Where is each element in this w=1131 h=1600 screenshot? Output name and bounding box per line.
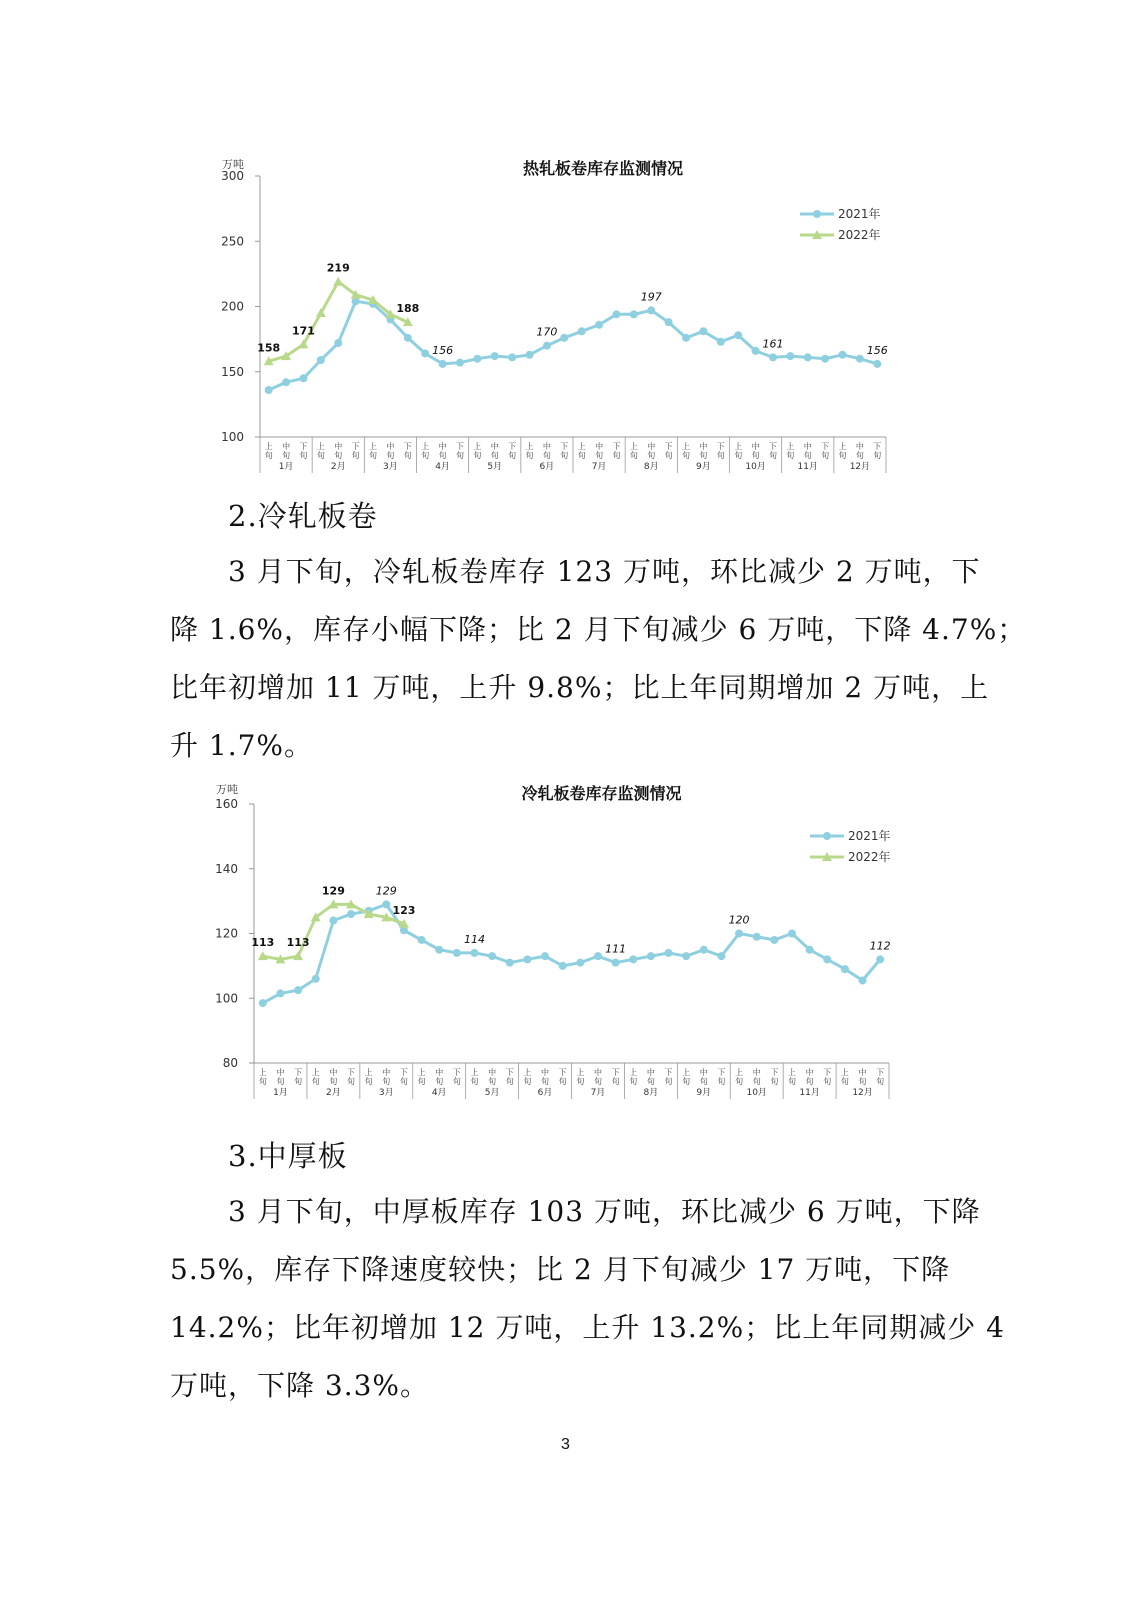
x-sub-label-bottom: 旬 [421,451,430,460]
data-point [647,306,655,314]
series-line-2021 [269,301,878,390]
data-label: 113 [251,936,275,950]
x-sub-label-bottom: 旬 [821,451,830,460]
cold-line-1: 3 月下旬，冷轧板卷库存 123 万吨，环比减少 2 万吨，下 [170,555,981,588]
x-sub-label-top: 下 [611,1068,620,1077]
month-label: 8月 [643,1088,659,1098]
x-sub-label-top: 下 [508,442,517,451]
data-point [317,356,325,364]
data-point [734,331,742,339]
data-point [294,986,302,994]
x-sub-label-top: 上 [735,1068,744,1077]
x-sub-label-bottom: 旬 [664,1077,673,1086]
month-label: 8月 [643,462,659,472]
x-sub-label-bottom: 旬 [717,1077,726,1086]
x-sub-label-bottom: 旬 [735,1077,744,1086]
x-sub-label-bottom: 旬 [646,1077,655,1086]
x-sub-label-bottom: 旬 [276,1077,285,1086]
x-sub-label-bottom: 旬 [560,451,569,460]
x-sub-label-bottom: 旬 [508,451,517,460]
x-sub-label-bottom: 旬 [787,1077,796,1086]
data-point [523,955,531,963]
x-sub-label-bottom: 旬 [751,451,760,460]
x-sub-label-bottom: 旬 [435,1077,444,1086]
data-point [630,310,638,318]
y-tick-label: 140 [215,861,238,876]
x-sub-label-top: 中 [282,442,291,451]
x-sub-label-bottom: 旬 [768,451,777,460]
data-point [491,352,499,360]
month-label: 5月 [487,462,503,472]
y-tick-label: 100 [221,430,244,444]
data-point [333,277,343,286]
x-sub-label-top: 上 [417,1068,426,1077]
data-point [856,355,864,363]
cold-rolled-heading: 2.冷轧板卷 [228,499,378,533]
data-point [541,952,549,960]
x-sub-label-top: 下 [558,1068,567,1077]
month-label: 3月 [378,1088,394,1098]
data-point [382,900,390,908]
x-sub-label-bottom: 旬 [403,451,412,460]
x-sub-label-bottom: 旬 [316,451,325,460]
plate-line-1: 3 月下旬，中厚板库存 103 万吨，环比减少 6 万吨，下降 [170,1195,981,1228]
legend-marker [813,210,821,218]
x-sub-label-top: 中 [803,442,812,451]
x-sub-label-bottom: 旬 [351,451,360,460]
x-sub-label-top: 上 [786,442,795,451]
x-sub-label-top: 上 [525,442,534,451]
x-sub-label-top: 下 [717,1068,726,1077]
month-label: 6月 [537,1088,553,1098]
x-sub-label-bottom: 旬 [473,451,482,460]
x-sub-label-top: 上 [473,442,482,451]
x-sub-label-bottom: 旬 [488,1077,497,1086]
data-label: 129 [375,884,397,898]
data-point [435,946,443,954]
x-sub-label-top: 上 [316,442,325,451]
x-sub-label-top: 下 [876,1068,885,1077]
data-point [665,949,673,957]
x-sub-label-bottom: 旬 [838,451,847,460]
data-label: 170 [536,325,558,339]
medium-plate-heading: 3.中厚板 [228,1139,348,1173]
data-point [752,347,760,355]
month-label: 12月 [849,462,871,472]
data-label: 123 [392,903,416,917]
data-label: 161 [762,337,784,351]
x-sub-label-top: 下 [347,1068,356,1077]
series-line-2022 [263,904,404,959]
data-point [806,946,814,954]
unit-label: 万吨 [216,783,238,796]
legend-marker [823,832,831,840]
data-label: 129 [321,884,345,898]
x-sub-label-top: 中 [595,442,604,451]
x-sub-label-top: 下 [768,442,777,451]
x-sub-label-bottom: 旬 [876,1077,885,1086]
x-sub-label-top: 上 [629,442,638,451]
x-sub-label-bottom: 旬 [282,451,291,460]
x-sub-label-bottom: 旬 [647,451,656,460]
month-label: 5月 [484,1088,500,1098]
x-sub-label-bottom: 旬 [490,451,499,460]
x-sub-label-bottom: 旬 [734,451,743,460]
x-sub-label-top: 上 [523,1068,532,1077]
data-point [470,949,478,957]
x-sub-label-top: 下 [664,442,673,451]
data-label: 113 [286,936,310,950]
x-sub-label-top: 中 [438,442,447,451]
data-point [312,975,320,983]
month-label: 9月 [696,462,711,472]
x-sub-label-bottom: 旬 [786,451,795,460]
plate-line-2: 5.5%，库存下降速度较快；比 2 月下旬减少 17 万吨，下降 [170,1253,951,1286]
x-sub-label-top: 上 [258,1068,267,1077]
x-sub-label-top: 上 [787,1068,796,1077]
x-sub-label-top: 中 [858,1068,867,1077]
x-sub-label-top: 下 [716,442,725,451]
data-point [612,959,620,967]
data-point [595,321,603,329]
x-sub-label-top: 中 [382,1068,391,1077]
data-point [578,327,586,335]
x-sub-label-bottom: 旬 [542,451,551,460]
x-sub-label-bottom: 旬 [629,451,638,460]
x-sub-label-top: 中 [490,442,499,451]
data-point [821,355,829,363]
x-sub-label-top: 中 [276,1068,285,1077]
cold-rolled-chart-svg [0,775,1131,1105]
x-sub-label-top: 下 [299,442,308,451]
medium-plate-paragraph [170,1183,1005,1415]
hot-rolled-chart [0,150,1131,480]
x-sub-label-bottom: 旬 [505,1077,514,1086]
data-point [770,936,778,944]
x-sub-label-bottom: 旬 [770,1077,779,1086]
x-sub-label-bottom: 旬 [840,1077,849,1086]
x-sub-label-top: 上 [629,1068,638,1077]
x-sub-label-top: 中 [646,1068,655,1077]
x-sub-label-top: 上 [264,442,273,451]
data-point [839,351,847,359]
x-sub-label-bottom: 旬 [823,1077,832,1086]
x-sub-label-bottom: 旬 [699,1077,708,1086]
month-label: 7月 [591,462,607,472]
x-sub-label-bottom: 旬 [470,1077,479,1086]
x-sub-label-top: 中 [593,1068,602,1077]
x-sub-label-bottom: 旬 [523,1077,532,1086]
data-label: 197 [640,290,662,304]
cold-rolled-paragraph [170,543,1027,775]
y-tick-label: 120 [215,926,238,941]
x-sub-label-bottom: 旬 [329,1077,338,1086]
x-sub-label-bottom: 旬 [264,451,273,460]
month-label: 2月 [330,462,346,472]
page-number: 3 [561,1436,570,1453]
x-sub-label-top: 下 [455,442,464,451]
x-sub-label-bottom: 旬 [611,1077,620,1086]
x-sub-label-bottom: 旬 [452,1077,461,1086]
data-point [841,965,849,973]
data-point [788,930,796,938]
data-point [543,342,551,350]
x-sub-label-top: 上 [576,1068,585,1077]
data-point [700,946,708,954]
data-label: 188 [396,302,420,316]
data-point [421,349,429,357]
x-sub-label-top: 下 [612,442,621,451]
y-tick-label: 150 [221,364,244,379]
data-point [526,351,534,359]
data-point [473,355,481,363]
x-sub-label-bottom: 旬 [525,451,534,460]
data-point [594,952,602,960]
series-line-2021 [263,904,880,1003]
x-sub-label-top: 上 [682,1068,691,1077]
data-point [876,955,884,963]
data-point [717,952,725,960]
x-sub-label-bottom: 旬 [369,451,378,460]
x-sub-label-top: 中 [329,1068,338,1077]
x-sub-label-bottom: 旬 [382,1077,391,1086]
x-sub-label-top: 上 [369,442,378,451]
data-point [786,352,794,360]
x-sub-label-top: 中 [752,1068,761,1077]
x-sub-label-bottom: 旬 [664,451,673,460]
x-sub-label-bottom: 旬 [399,1077,408,1086]
x-sub-label-bottom: 旬 [311,1077,320,1086]
chart-title: 冷轧板卷库存监测情况 [521,784,682,803]
x-sub-label-top: 上 [734,442,743,451]
x-sub-label-top: 中 [334,442,343,451]
x-sub-label-bottom: 旬 [541,1077,550,1086]
data-point [508,353,516,361]
data-label: 111 [605,942,627,956]
x-sub-label-bottom: 旬 [364,1077,373,1086]
data-point [753,933,761,941]
x-sub-label-bottom: 旬 [299,451,308,460]
x-sub-label-bottom: 旬 [752,1077,761,1086]
data-point [873,360,881,368]
x-sub-label-top: 下 [821,442,830,451]
x-sub-label-bottom: 旬 [612,451,621,460]
data-point [576,959,584,967]
data-point [347,910,355,918]
legend-label: 2021年 [838,207,881,221]
x-sub-label-bottom: 旬 [558,1077,567,1086]
x-sub-label-top: 上 [364,1068,373,1077]
month-label: 7月 [590,1088,606,1098]
y-tick-label: 100 [215,991,238,1006]
x-sub-label-top: 下 [823,1068,832,1077]
x-sub-label-top: 下 [873,442,882,451]
month-label: 2月 [326,1088,341,1098]
data-label: 171 [291,324,315,338]
x-sub-label-top: 下 [560,442,569,451]
x-sub-label-top: 下 [452,1068,461,1077]
month-label: 1月 [278,462,294,472]
x-sub-label-top: 中 [435,1068,444,1077]
data-point [276,989,284,997]
x-sub-label-bottom: 旬 [455,451,464,460]
month-label: 4月 [431,1088,447,1098]
data-label: 112 [869,939,891,953]
x-sub-label-top: 中 [699,442,708,451]
x-sub-label-top: 下 [403,442,412,451]
x-sub-label-bottom: 旬 [855,451,864,460]
y-tick-label: 200 [221,299,244,314]
x-sub-label-bottom: 旬 [417,1077,426,1086]
y-tick-label: 250 [221,234,244,249]
month-label: 10月 [746,1088,767,1098]
cold-rolled-chart [0,775,1131,1105]
cold-line-3: 比年初增加 11 万吨，上升 9.8%；比上年同期增加 2 万吨，上 [170,671,990,704]
data-point [439,360,447,368]
data-point [299,374,307,382]
month-label: 4月 [435,462,450,472]
x-sub-label-top: 上 [682,442,691,451]
x-sub-label-bottom: 旬 [699,451,708,460]
data-label: 120 [728,913,750,927]
data-point [265,386,273,394]
x-sub-label-bottom: 旬 [577,451,586,460]
x-sub-label-bottom: 旬 [294,1077,303,1086]
x-sub-label-top: 中 [647,442,656,451]
x-sub-label-bottom: 旬 [629,1077,638,1086]
data-point [453,949,461,957]
x-sub-label-top: 下 [664,1068,673,1077]
data-label: 156 [866,343,888,357]
x-sub-label-bottom: 旬 [716,451,725,460]
unit-label: 万吨 [222,158,244,171]
legend-label: 2022年 [838,228,881,242]
x-sub-label-bottom: 旬 [858,1077,867,1086]
x-sub-label-bottom: 旬 [386,451,395,460]
x-sub-label-top: 下 [399,1068,408,1077]
data-point [682,334,690,342]
y-tick-label: 300 [221,169,244,183]
month-label: 10月 [745,462,766,472]
month-label: 9月 [696,1088,712,1098]
x-sub-label-top: 中 [855,442,864,451]
legend-label: 2021年 [848,829,891,843]
x-sub-label-top: 中 [541,1068,550,1077]
x-sub-label-top: 中 [751,442,760,451]
data-point [769,353,777,361]
data-point [823,955,831,963]
x-sub-label-top: 上 [470,1068,479,1077]
data-point [560,334,568,342]
y-tick-label: 160 [215,797,238,811]
data-point [456,359,464,367]
month-label: 1月 [273,1088,288,1098]
x-sub-label-bottom: 旬 [258,1077,267,1086]
x-sub-label-top: 上 [840,1068,849,1077]
x-sub-label-top: 下 [351,442,360,451]
month-label: 6月 [539,462,555,472]
x-sub-label-top: 上 [577,442,586,451]
plate-line-4: 万吨，下降 3.3%。 [170,1369,430,1402]
data-point [559,962,567,970]
data-point [506,959,514,967]
legend-label: 2022年 [848,850,891,864]
month-label: 11月 [799,1088,820,1098]
hot-rolled-chart-svg [0,150,1131,480]
cold-line-2: 降 1.6%，库存小幅下降；比 2 月下旬减少 6 万吨，下降 4.7%； [170,613,1027,646]
x-sub-label-top: 下 [770,1068,779,1077]
data-point [282,378,290,386]
x-sub-label-top: 中 [542,442,551,451]
x-sub-label-bottom: 旬 [576,1077,585,1086]
data-point [259,999,267,1007]
month-label: 12月 [852,1088,873,1098]
data-label: 114 [463,932,485,946]
month-label: 11月 [797,462,818,472]
data-point [647,952,655,960]
data-point [682,952,690,960]
month-label: 3月 [383,462,398,472]
data-point [699,327,707,335]
data-point [859,976,867,984]
plate-line-3: 14.2%；比年初增加 12 万吨，上升 13.2%；比上年同期减少 4 [170,1311,1005,1344]
x-sub-label-bottom: 旬 [593,1077,602,1086]
x-sub-label-top: 中 [805,1068,814,1077]
x-sub-label-bottom: 旬 [873,451,882,460]
chart-title: 热轧板卷库存监测情况 [522,159,684,178]
x-sub-label-top: 中 [488,1068,497,1077]
x-sub-label-bottom: 旬 [438,451,447,460]
data-point [488,952,496,960]
data-point [404,334,412,342]
x-sub-label-top: 上 [311,1068,320,1077]
cold-line-4: 升 1.7%。 [170,729,314,762]
x-sub-label-bottom: 旬 [595,451,604,460]
data-point [804,353,812,361]
x-sub-label-bottom: 旬 [347,1077,356,1086]
x-sub-label-top: 上 [421,442,430,451]
data-label: 156 [432,343,454,357]
data-point [629,955,637,963]
x-sub-label-bottom: 旬 [805,1077,814,1086]
data-point [334,339,342,347]
data-point [717,338,725,346]
x-sub-label-top: 下 [505,1068,514,1077]
y-tick-label: 80 [222,1056,238,1070]
data-label: 219 [326,261,350,275]
x-sub-label-top: 下 [294,1068,303,1077]
x-sub-label-top: 中 [386,442,395,451]
data-point [735,930,743,938]
x-sub-label-bottom: 旬 [682,451,691,460]
x-sub-label-bottom: 旬 [682,1077,691,1086]
x-sub-label-top: 上 [838,442,847,451]
data-point [418,936,426,944]
x-sub-label-bottom: 旬 [803,451,812,460]
data-point [329,917,337,925]
x-sub-label-top: 中 [699,1068,708,1077]
data-point [612,310,620,318]
x-sub-label-bottom: 旬 [334,451,343,460]
data-point [665,318,673,326]
data-label: 158 [257,341,281,355]
